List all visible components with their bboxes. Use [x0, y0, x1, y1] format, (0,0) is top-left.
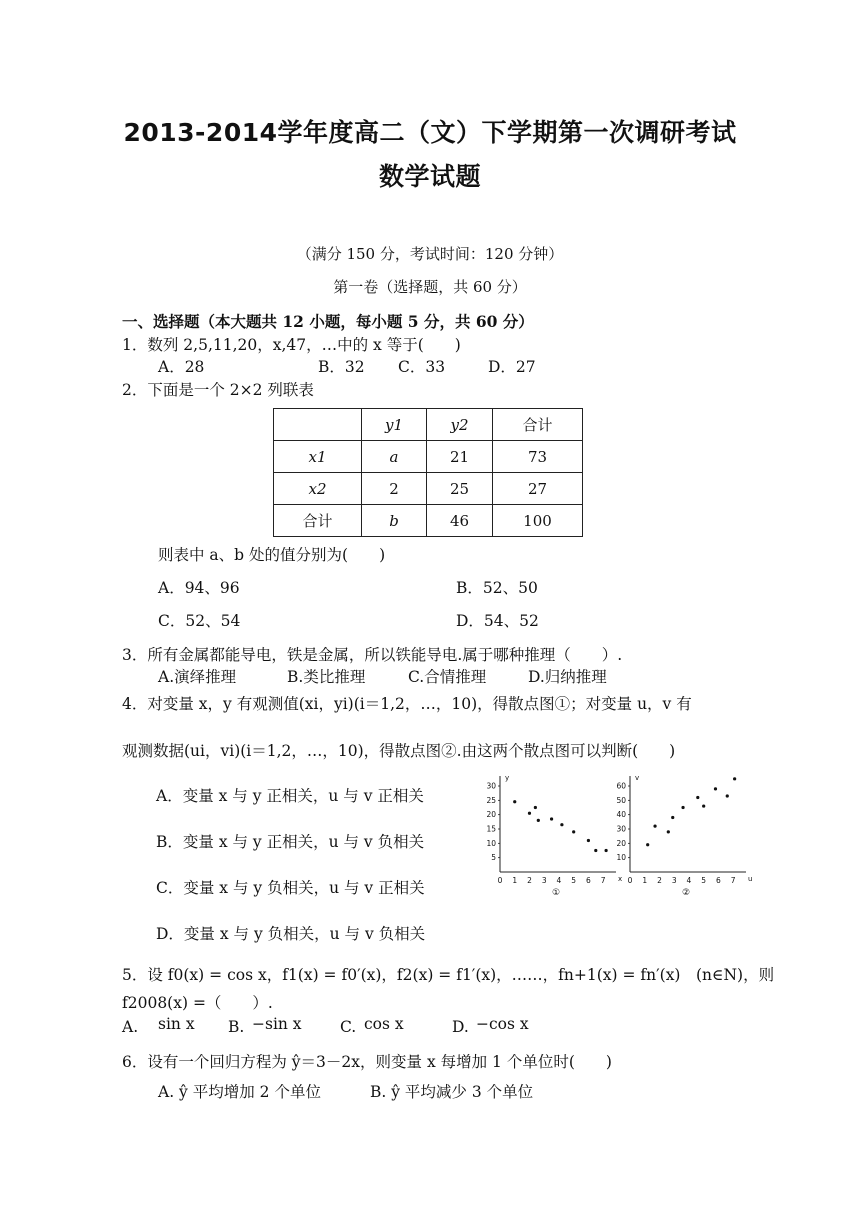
x-tick-label: 4: [556, 876, 562, 885]
data-point: [534, 806, 537, 809]
x-tick-label: 5: [701, 876, 707, 885]
y-tick-label: 20: [616, 838, 626, 848]
page-title: 2013-2014学年度高二（文）下学期第一次调研考试: [123, 118, 737, 147]
table-cell: 25: [427, 473, 493, 505]
data-point: [671, 816, 674, 819]
y-tick-label: 20: [486, 810, 496, 820]
y-tick-label: 30: [486, 781, 496, 791]
data-point: [714, 787, 717, 790]
q3-option-a: A.演绎推理: [158, 668, 237, 686]
table-cell: a: [362, 441, 427, 473]
q3-option-b: B.类比推理: [287, 668, 366, 686]
part1-heading: 第一卷（选择题，共 60 分）: [333, 278, 527, 296]
q2-option-c: C．52、54: [158, 612, 241, 630]
data-point: [587, 839, 590, 842]
q4-stem-line2: 观测数据(ui，vi)(i＝1,2，…，10)，得散点图②.由这两个散点图可以判断( ): [122, 742, 676, 760]
y-tick-label: 50: [616, 795, 626, 805]
q2-option-b: B．52、50: [456, 579, 538, 597]
scatter-plot-1: [486, 776, 622, 898]
y-tick-label: 60: [616, 781, 626, 791]
x-axis-label: x: [618, 875, 623, 883]
y-tick-label: 5: [491, 853, 496, 863]
x-tick-label: 0: [627, 876, 633, 885]
y-tick-label: 40: [616, 810, 626, 820]
x-tick-label: 5: [571, 876, 577, 885]
y-axis-label: v: [635, 776, 640, 782]
table-row: [274, 505, 583, 537]
data-point: [653, 825, 656, 828]
q5-option-a-value: sin x: [158, 1015, 195, 1033]
q2-followup: 则表中 a、b 处的值分别为( ): [158, 546, 386, 564]
table-cell: 合计: [493, 409, 583, 441]
y-tick-label: 15: [486, 824, 496, 834]
table-cell: 27: [493, 473, 583, 505]
table-cell: y1: [362, 409, 427, 441]
q5-option-d-label: D.: [452, 1018, 469, 1036]
x-tick-label: 1: [512, 876, 518, 885]
x-tick-label: 3: [541, 876, 547, 885]
q5-option-c-label: C.: [340, 1018, 357, 1036]
q6-option-a: A. ŷ 平均增加 2 个单位: [158, 1083, 321, 1101]
q5-option-b-value: −sin x: [252, 1015, 302, 1033]
table-cell: x1: [274, 441, 362, 473]
data-point: [550, 817, 553, 820]
q2-stem: 2．下面是一个 2×2 列联表: [122, 381, 314, 399]
x-tick-label: 0: [497, 876, 503, 885]
x-tick-label: 2: [657, 876, 662, 885]
data-point: [726, 794, 729, 797]
q5-option-b-label: B.: [228, 1018, 245, 1036]
q5-option-a-label: A.: [122, 1018, 139, 1036]
q4-option-d: D．变量 x 与 y 负相关，u 与 v 负相关: [156, 925, 426, 943]
data-point: [528, 812, 531, 815]
table-cell: 100: [493, 505, 583, 537]
data-point: [702, 804, 705, 807]
table-cell: 21: [427, 441, 493, 473]
x-tick-label: 4: [686, 876, 692, 885]
q3-option-d: D.归纳推理: [528, 668, 607, 686]
q3-stem: 3．所有金属都能导电，铁是金属，所以铁能导电.属于哪种推理（ ）.: [122, 646, 623, 664]
y-tick-label: 10: [616, 853, 626, 863]
x-tick-label: 6: [586, 876, 591, 885]
x-axis-label: u: [748, 875, 753, 883]
q1-option-b: B．32: [318, 358, 365, 376]
data-point: [646, 843, 649, 846]
x-tick-label: 2: [527, 876, 532, 885]
data-point: [733, 777, 736, 780]
table-row: [274, 409, 583, 441]
scatter-plots: [476, 776, 756, 902]
plot-label: ①: [551, 888, 561, 898]
y-axis-label: y: [505, 776, 510, 782]
table-cell: 2: [362, 473, 427, 505]
data-point: [681, 806, 684, 809]
page-subtitle: 数学试题: [378, 162, 481, 191]
table-cell: [274, 409, 362, 441]
scatter-plot-2: [616, 776, 752, 898]
table-cell: x2: [274, 473, 362, 505]
data-point: [572, 830, 575, 833]
q5-option-c-value: cos x: [364, 1015, 404, 1033]
q4-option-b: B．变量 x 与 y 正相关，u 与 v 负相关: [156, 833, 425, 851]
q5-stem-line1: 5．设 f0(x) = cos x，f1(x) = f0′(x)，f2(x) = f1′(x)，……，fn+1(x) = fn′(x) (n∈N)，则: [122, 966, 775, 984]
data-point: [667, 830, 670, 833]
data-point: [605, 849, 608, 852]
q6-stem: 6．设有一个回归方程为 ŷ＝3－2x，则变量 x 每增加 1 个单位时( ): [122, 1053, 612, 1071]
table-cell: 合计: [274, 505, 362, 537]
x-tick-label: 7: [730, 876, 736, 885]
q1-option-d: D．27: [488, 358, 536, 376]
data-point: [696, 796, 699, 799]
q5-option-d-value: −cos x: [476, 1015, 529, 1033]
table-cell: y2: [427, 409, 493, 441]
table-cell: 73: [493, 441, 583, 473]
y-tick-label: 10: [486, 838, 496, 848]
q5-stem-line2: f2008(x) =（ ）.: [122, 994, 273, 1012]
q4-option-c: C．变量 x 与 y 负相关，u 与 v 正相关: [156, 879, 425, 897]
plot-label: ②: [681, 888, 691, 898]
contingency-table: [273, 408, 583, 537]
exam-info: （满分 150 分，考试时间：120 分钟）: [296, 245, 564, 263]
data-point: [513, 800, 516, 803]
q6-option-b: B. ŷ 平均减少 3 个单位: [370, 1083, 534, 1101]
q4-stem-line1: 4．对变量 x，y 有观测值(xi，yi)(i＝1,2，…，10)，得散点图①；对变量 u，v 有: [122, 695, 692, 713]
y-tick-label: 30: [616, 824, 626, 834]
q3-option-c: C.合情推理: [408, 668, 487, 686]
x-tick-label: 3: [671, 876, 677, 885]
q2-option-a: A．94、96: [158, 579, 240, 597]
x-tick-label: 1: [642, 876, 648, 885]
table-row: [274, 441, 583, 473]
table-cell: b: [362, 505, 427, 537]
q1-option-a: A．28: [158, 358, 205, 376]
data-point: [560, 823, 563, 826]
x-tick-label: 6: [716, 876, 721, 885]
q4-option-a: A．变量 x 与 y 正相关，u 与 v 正相关: [156, 787, 424, 805]
data-point: [537, 819, 540, 822]
table-cell: 46: [427, 505, 493, 537]
q1-option-c: C．33: [398, 358, 446, 376]
y-tick-label: 25: [486, 795, 496, 805]
table-row: [274, 473, 583, 505]
section1-heading: 一、选择题（本大题共 12 小题，每小题 5 分，共 60 分）: [122, 312, 534, 331]
q2-option-d: D．54、52: [456, 612, 539, 630]
q1-stem: 1．数列 2,5,11,20，x,47，…中的 x 等于( ): [122, 336, 461, 354]
x-tick-label: 7: [600, 876, 606, 885]
data-point: [594, 849, 597, 852]
